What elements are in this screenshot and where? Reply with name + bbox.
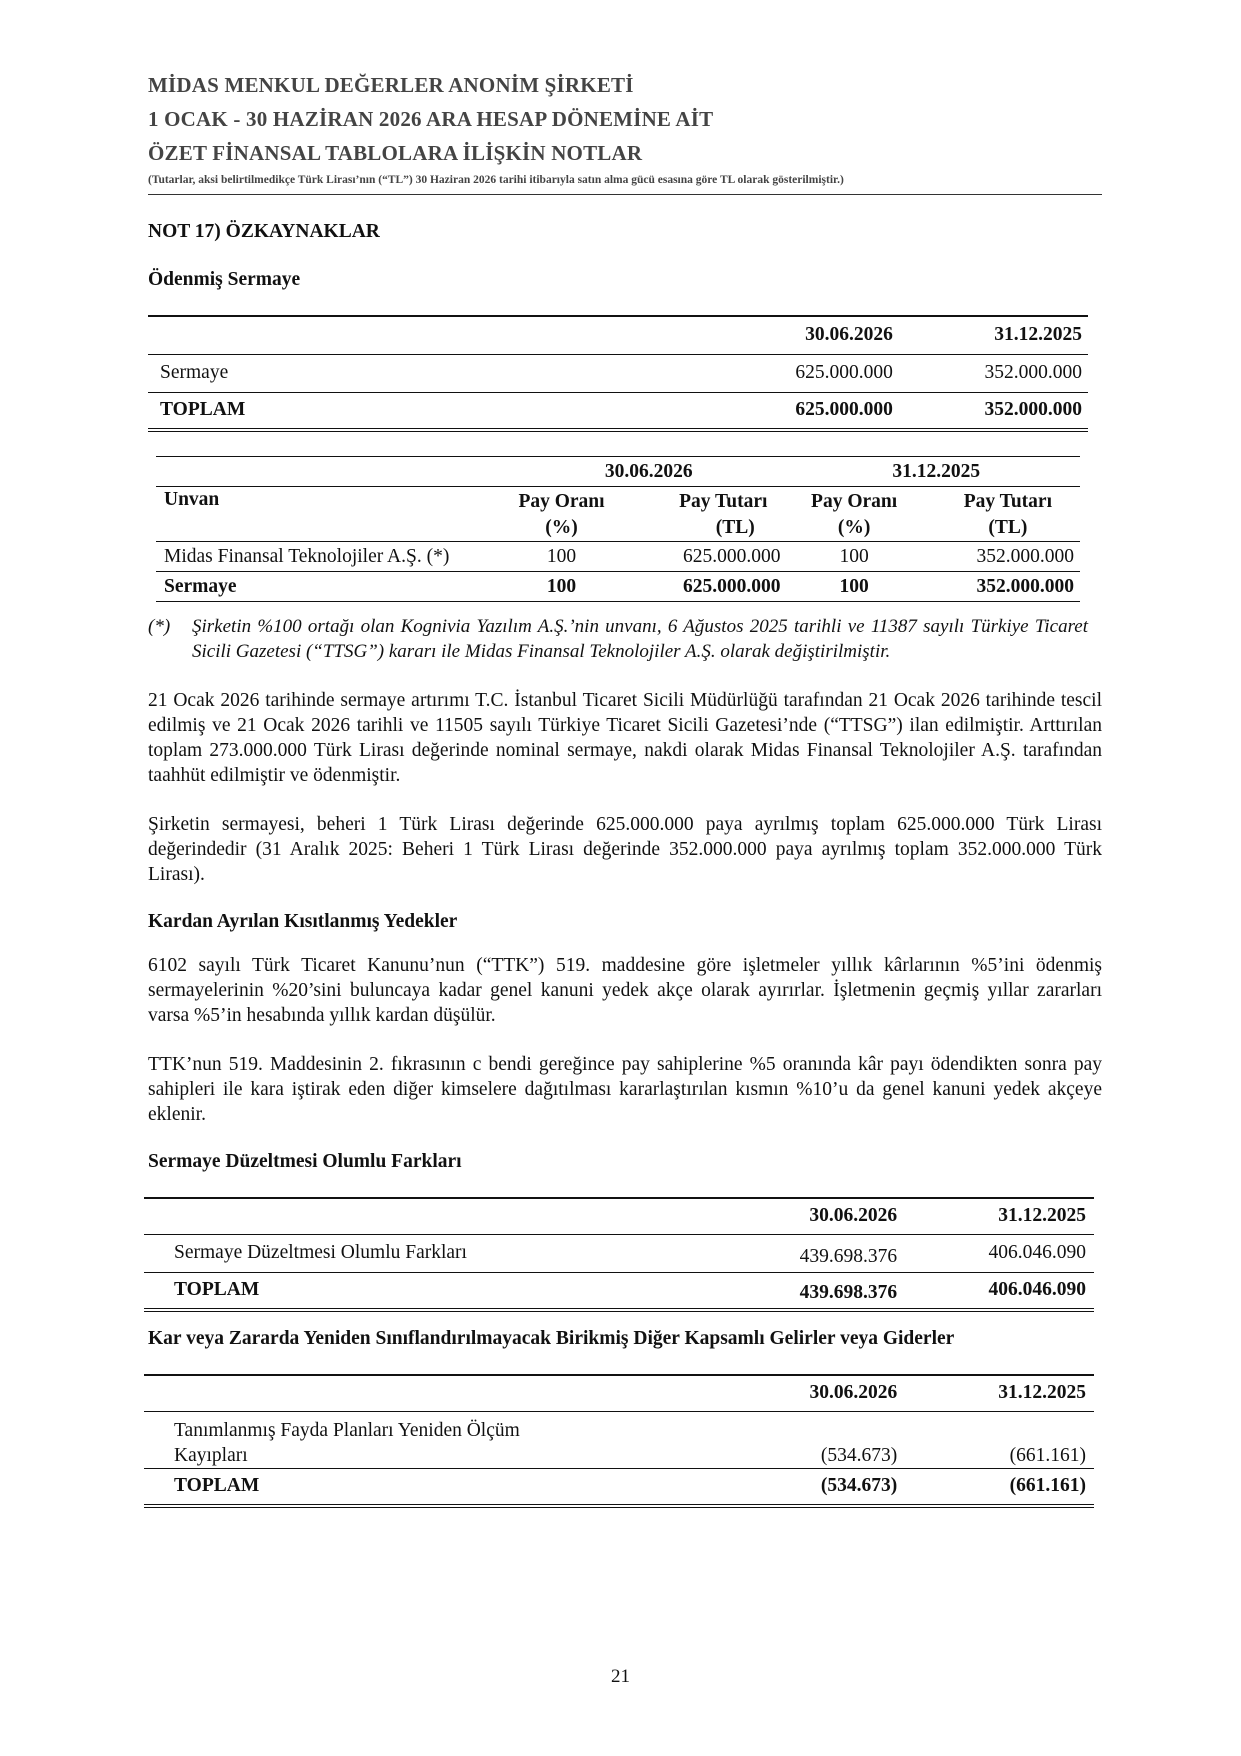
total-value: 100	[839, 575, 869, 597]
section-title: Sermaye Düzeltmesi Olumlu Farkları	[148, 1151, 462, 1172]
table-row	[148, 354, 1088, 392]
footnote-text: Şirketin %100 ortağı olan Kognivia Yazılım A.Ş.’nin unvanı, 6 Ağustos 2025 tarihli ve 11387 sayılı Türkiye Ticaret Sicili Gazetesi (“TTSG”) kararı ile Midas Finansal Teknolojiler A.Ş. olarak değiştirilmiştir.	[192, 616, 1088, 662]
total-value: 439.698.376	[799, 1282, 898, 1304]
column-header: Unvan	[164, 489, 220, 510]
note-title: NOT 17) ÖZKAYNAKLAR	[148, 221, 380, 242]
total-value: 352.000.000	[984, 399, 1082, 421]
page-number: 21	[611, 1666, 630, 1687]
table-header-row	[144, 1198, 1094, 1234]
row-label-line: Tanımlanmış Fayda Planları Yeniden Ölçüm	[174, 1419, 520, 1441]
column-header: 31.12.2025	[998, 1205, 1086, 1227]
footnote	[148, 614, 1088, 664]
paragraph: Şirketin sermayesi, beheri 1 Türk Lirası değerinde 625.000.000 paya ayrılmış toplam 625.000.000 Türk Lirası değerindedir (31 Aralık 2025: Beheri 1 Türk Lirası değerinde 352.000.000 paya ayrılmış toplam 352.000.000 Türk Lirası).	[148, 814, 1102, 885]
section-title: Kardan Ayrılan Kısıtlanmış Yedekler	[148, 911, 458, 932]
total-value: 625.000.000	[683, 575, 781, 597]
column-header: 31.12.2025	[994, 324, 1082, 346]
cell-value: 625.000.000	[683, 545, 781, 567]
column-header: 30.06.2026	[809, 1382, 898, 1404]
table-row	[144, 1411, 1094, 1468]
paragraph: TTK’nun 519. Maddesinin 2. fıkrasının c bendi gereğince pay sahiplerine %5 oranında kâr payı ödendikten sonra pay sahipleri ile kara iştirak eden diğer kimselere dağıtılması kararlaştırılan kısmın %10’u da genel kanuni yedek akçeye eklenir.	[148, 1054, 1102, 1125]
column-header: 30.06.2026	[805, 324, 893, 346]
column-header	[793, 487, 916, 542]
column-header-line: (TL)	[988, 517, 1028, 538]
period-header-row	[156, 457, 1080, 487]
paid-capital-title: Ödenmiş Sermaye	[148, 269, 301, 290]
cell-value: (534.673)	[820, 1444, 898, 1466]
column-header-line: Pay Tutarı	[679, 491, 768, 512]
row-label	[144, 1411, 679, 1468]
column-header-line: Pay Tutarı	[963, 491, 1052, 512]
header-divider	[148, 194, 1102, 195]
paragraph: 6102 sayılı Türk Ticaret Kanunu’nun (“TTK”) 519. maddesine göre işletmeler yıllık kârlarının %5’ini ödenmiş sermayelerinin %20’sini buluncaya kadar genel kanuni yedek akçe olarak ayırırlar. İşletmenin geçmiş yıllar zararları varsa %5’in hesabında yıllık kardan düşülür.	[148, 955, 1102, 1026]
column-header-line: (%)	[837, 517, 871, 538]
total-value: 406.046.090	[988, 1279, 1086, 1301]
total-label: TOPLAM	[160, 399, 246, 421]
section-title: Kar veya Zararda Yeniden Sınıflandırılmayacak Birikmiş Diğer Kapsamlı Gelirler veya Giderler	[148, 1328, 955, 1349]
cell-value: 625.000.000	[795, 362, 893, 383]
currency-note: (Tutarlar, aksi belirtilmedikçe Türk Lirası’nın (“TL”) 30 Haziran 2026 tarihi itibarıyla satın alma gücü esasına göre TL olarak gösterilmiştir.)	[148, 174, 844, 186]
table-total-row	[148, 392, 1088, 430]
capital-adjustment-table	[144, 1197, 1094, 1312]
cell-value: 352.000.000	[984, 362, 1082, 383]
paragraph: 21 Ocak 2026 tarihinde sermaye artırımı T.C. İstanbul Ticaret Sicili Müdürlüğü tarafından 21 Ocak 2026 tarihinde tescil edilmiş ve 21 Ocak 2026 tarihli ve 11505 sayılı Türkiye Ticaret Sicili Gazetesi’nde (“TTSG”) ilan edilmiştir. Arttırılan toplam 273.000.000 Türk Lirası değerinde nominal sermaye, nakdi olarak Midas Finansal Teknolojiler A.Ş. tarafından taahhüt edilmiştir ve ödenmiştir.	[148, 690, 1102, 786]
cell-value: 439.698.376	[799, 1246, 898, 1267]
table-header-row	[148, 316, 1088, 354]
total-label: TOPLAM	[174, 1475, 260, 1497]
paid-capital-table	[148, 315, 1088, 432]
column-header	[916, 487, 1080, 542]
document-title: ÖZET FİNANSAL TABLOLARA İLİŞKİN NOTLAR	[148, 141, 643, 165]
table-row	[144, 1234, 1094, 1272]
column-header-line: (%)	[545, 517, 578, 538]
oci-table	[144, 1374, 1094, 1508]
total-label: Sermaye	[164, 575, 237, 597]
column-header: 31.12.2025	[998, 1382, 1086, 1404]
row-label-line: Kayıpları	[174, 1444, 248, 1466]
table-total-row	[144, 1272, 1094, 1310]
total-value: (661.161)	[1009, 1475, 1086, 1497]
period-header: 31.12.2025	[892, 460, 981, 482]
table-row	[156, 542, 1080, 572]
total-value: (534.673)	[820, 1475, 898, 1497]
cell-value: 406.046.090	[988, 1242, 1086, 1263]
row-label: Midas Finansal Teknolojiler A.Ş. (*)	[164, 545, 450, 567]
total-value: 100	[546, 575, 577, 597]
cell-value: (661.161)	[1009, 1444, 1086, 1466]
column-header	[618, 487, 793, 542]
cell-value: 100	[839, 545, 869, 567]
company-name: MİDAS MENKUL DEĞERLER ANONİM ŞİRKETİ	[148, 73, 634, 97]
total-label: TOPLAM	[174, 1279, 260, 1301]
column-header-line: (TL)	[715, 517, 755, 538]
row-label: Sermaye Düzeltmesi Olumlu Farkları	[174, 1242, 467, 1263]
shareholders-table	[156, 456, 1080, 602]
row-label: Sermaye	[160, 362, 229, 383]
period-title: 1 OCAK - 30 HAZİRAN 2026 ARA HESAP DÖNEMİNE AİT	[148, 107, 714, 131]
total-value: 352.000.000	[976, 575, 1074, 597]
footnote-mark: (*)	[148, 616, 171, 637]
column-header-line: Pay Oranı	[518, 491, 605, 512]
total-value: 625.000.000	[795, 399, 893, 421]
page-body	[148, 68, 1102, 1508]
column-header-line: Pay Oranı	[811, 491, 898, 512]
document-header	[148, 68, 1102, 195]
column-header	[505, 487, 618, 542]
column-header-row	[156, 487, 1080, 542]
table-header-row	[144, 1375, 1094, 1411]
cell-value: 352.000.000	[976, 545, 1074, 567]
cell-value: 100	[546, 545, 577, 567]
table-total-row	[156, 572, 1080, 602]
table-total-row	[144, 1468, 1094, 1506]
period-header: 30.06.2026	[604, 460, 693, 482]
column-header: 30.06.2026	[809, 1205, 898, 1227]
